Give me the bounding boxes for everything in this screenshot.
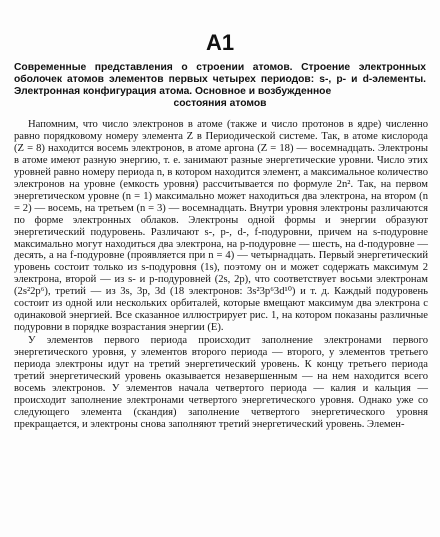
section-id: A1 — [205, 30, 235, 55]
section-heading-last-line: состояния атомов — [173, 98, 267, 109]
body-text — [14, 119, 428, 431]
section-heading — [14, 62, 426, 110]
section-heading-text: Современные представления о строении атомов. Строение электронных оболочек атомов элементов первых четырех периодов: s-, p- и d-элементы. Электронная конфигурация атома. Основное и возбужденное — [14, 62, 426, 97]
paragraph: Напомним, что число электронов в атоме (также и число протонов в ядре) численно равно порядковому номеру элемента Z в Периодической системе. Так, в атоме кислорода (Z = 8) находится восемь электронов, в атоме аргона (Z = 18) — восемнадцать. Электроны в атоме имеют разную энергию, т. е. занимают разные энергетические уровни. Число этих уровней равно номеру периода n, в котором находится элемент, а максимальное количество электронов на уровне (емкость уровня) рассчитывается по формуле 2n². Так, на первом энергетическом уровне (n = 1) максимально может находиться два электрона, на втором (n = 2) — восемь, на третьем (n = 3) — восемнадцать. Внутри уровня электроны различаются по форме электронных облаков. Электроны одной формы и энергии образуют энергетический подуровень. Различают s-, p-, d-, f-подуровни, причем на s-подуровне максимально могут находиться два электрона, на p-подуровне — шесть, на d-подуровне — десять, а на f-подуровне (проявляется при n = 4) — четырнадцать. Первый энергетический уровень состоит только из s-подуровня (1s), поэтому он и может содержать максимум 2 электрона, второй — из s- и p-подуровней (2s, 2p), что соответствует восьми электронам (2s²2p⁶), третий — из 3s, 3p, 3d (18 электронов: 3s²3p⁶3d¹⁰) и т. д. Каждый подуровень состоит из одной или нескольких орбиталей, которые вмещают максимум два электрона с одинаковой энергией. Все сказанное иллюстрирует рис. 1, на котором показаны различные подуровни в порядке возрастания энергии (E). — [14, 119, 428, 334]
paragraph: У элементов первого периода происходит заполнение электронами первого энергетического уровня, у элементов второго периода — второго, у элементов третьего периода электроны идут на третий энергетический уровень. К концу третьего периода третий энергетический уровень оказывается незавершенным — на нем находится всего восемь электронов. У элементов начала четвертого периода — калия и кальция — происходит заполнение электронами четвертого энергетического уровня. Однако уже со следующего элемента (скандия) заполнение четвертого энергетического уровня прекращается, и электроны снова заполняют третий энергетический уровень. Элемен- — [14, 335, 428, 430]
